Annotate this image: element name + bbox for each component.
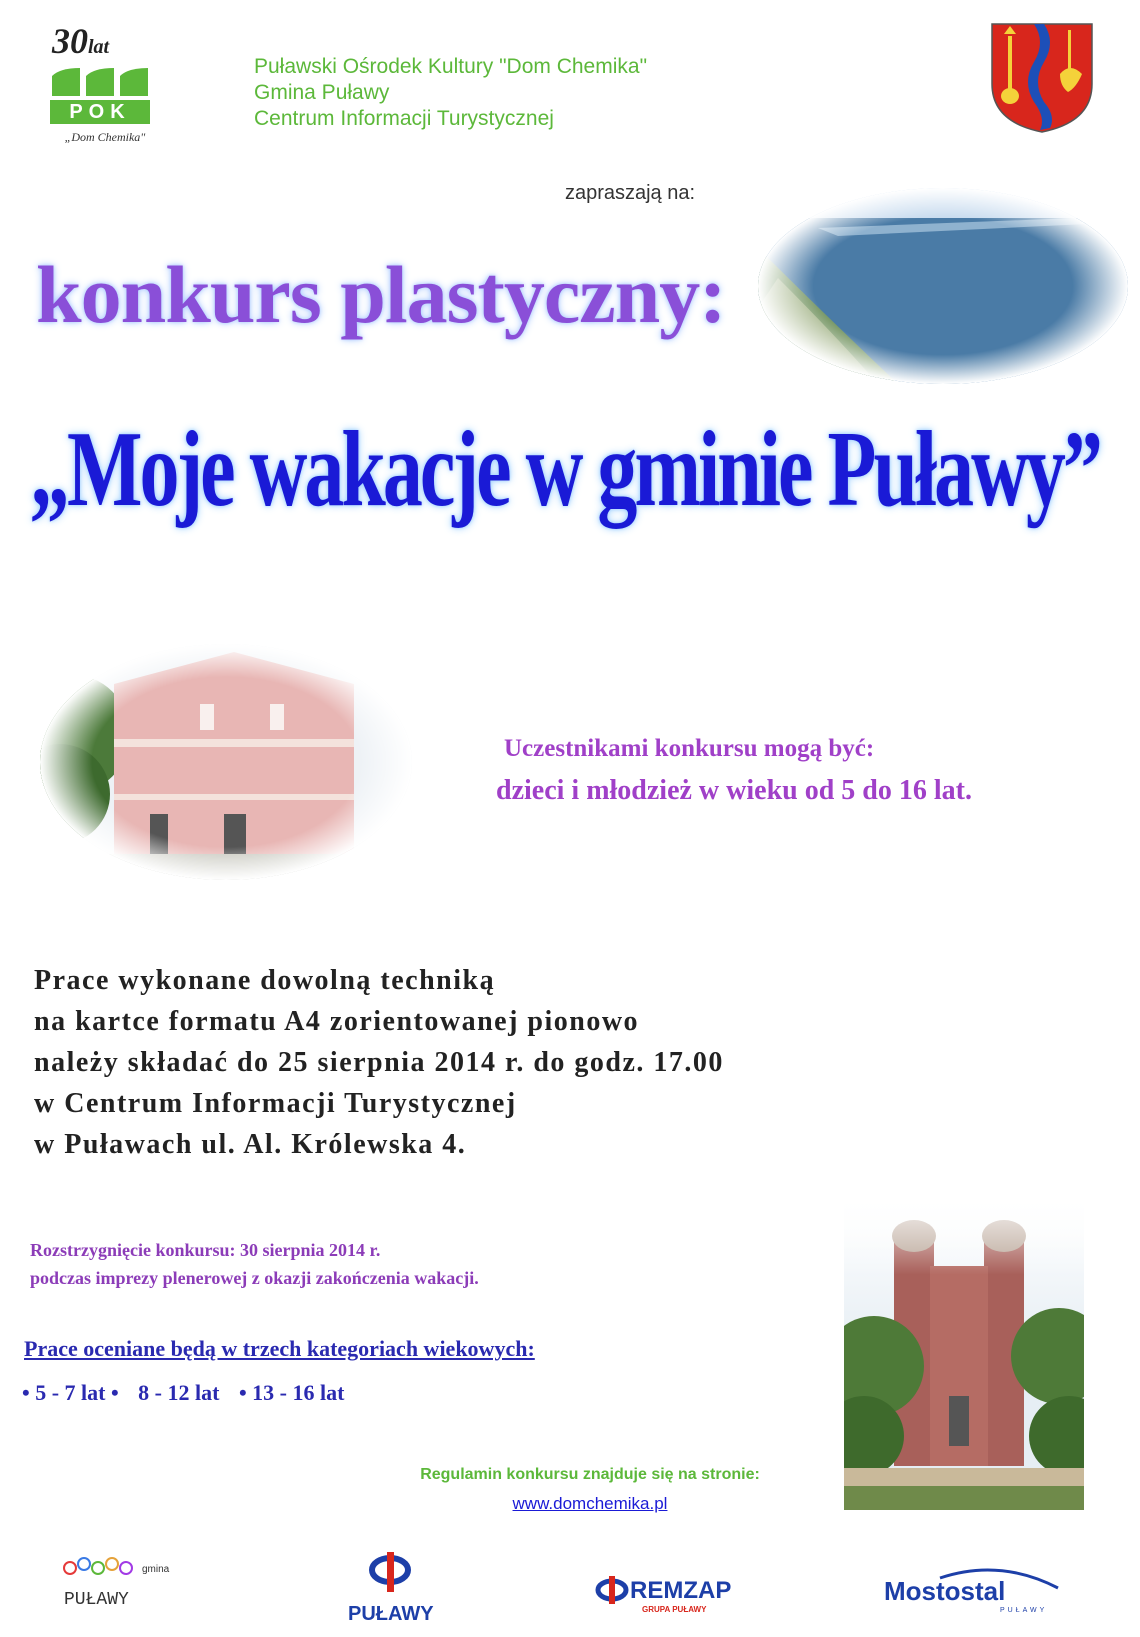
pok-logo bbox=[40, 20, 160, 150]
regulamin-text: Regulamin konkursu znajduje się na stronie: bbox=[420, 1466, 760, 1483]
participants-line1: Uczestnikami konkursu mogą być: bbox=[504, 735, 875, 762]
participants bbox=[496, 728, 972, 812]
gmina-label: PUŁAWY bbox=[64, 1590, 129, 1610]
participants-line2: dzieci i młodzież w wieku od 5 do 16 lat. bbox=[496, 775, 972, 806]
result-line1: Rozstrzygnięcie konkursu: 30 sierpnia 2014 r. bbox=[30, 1240, 381, 1260]
rules-line3: należy składać do 25 sierpnia 2014 r. do godz. 17.00 bbox=[34, 1047, 724, 1078]
mostostal-label: Mostostal bbox=[884, 1576, 1006, 1606]
organizer-1: Puławski Ośrodek Kultury "Dom Chemika" bbox=[254, 55, 648, 78]
rules-line5: w Puławach ul. Al. Królewska 4. bbox=[34, 1129, 467, 1160]
category-1: • 5 - 7 lat • bbox=[22, 1380, 119, 1405]
rules-line2: na kartce formatu A4 zorientowanej pionowo bbox=[34, 1006, 640, 1037]
rules-line1: Prace wykonane dowolną techniką bbox=[34, 965, 496, 996]
organizer-3: Centrum Informacji Turystycznej bbox=[254, 107, 554, 130]
sponsor-remzap bbox=[590, 1548, 740, 1628]
invite-text: zapraszają na: bbox=[564, 182, 696, 204]
mostostal-logo-icon bbox=[880, 1548, 1070, 1628]
sponsor-pulawy bbox=[338, 1548, 448, 1628]
contest-title: „Moje wakacje w gminie Puławy” bbox=[30, 410, 1100, 529]
coat-of-arms-icon bbox=[990, 22, 1094, 134]
cathedral-photo bbox=[844, 1196, 1084, 1510]
remzap-logo-icon bbox=[590, 1548, 740, 1628]
organizers bbox=[254, 54, 647, 132]
sponsor-mostostal bbox=[880, 1548, 1070, 1628]
pulawy-label: PUŁAWY bbox=[348, 1603, 434, 1625]
remzap-label: REMZAP bbox=[630, 1577, 732, 1604]
church-photo bbox=[40, 644, 412, 880]
mostostal-sub-label: PUŁAWY bbox=[1000, 1607, 1048, 1614]
gmina-pulawy-logo-icon bbox=[56, 1548, 176, 1628]
rules-line4: w Centrum Informacji Turystycznej bbox=[34, 1088, 517, 1119]
categories-list bbox=[22, 1380, 358, 1406]
lake-photo bbox=[758, 188, 1128, 384]
remzap-sub-label: GRUPA PUŁAWY bbox=[642, 1605, 707, 1614]
result-info bbox=[30, 1236, 479, 1292]
organizer-2: Gmina Puławy bbox=[254, 81, 390, 104]
gmina-small-label: gmina bbox=[142, 1564, 170, 1575]
anniversary-number: 30 bbox=[52, 21, 88, 61]
website-link[interactable]: www.domchemika.pl bbox=[512, 1494, 668, 1513]
contest-type: konkurs plastyczny: bbox=[36, 249, 726, 340]
pok-acronym: POK bbox=[50, 100, 150, 124]
pulawy-logo-icon bbox=[338, 1548, 448, 1628]
pok-caption: „Dom Chemika" bbox=[64, 130, 146, 144]
categories-title: Prace oceniane będą w trzech kategoriach wiekowych: bbox=[24, 1336, 535, 1361]
sponsor-gmina-pulawy bbox=[56, 1548, 176, 1628]
result-line2: podczas imprezy plenerowej z okazji zakończenia wakacji. bbox=[30, 1268, 479, 1288]
category-2: 8 - 12 lat bbox=[138, 1380, 220, 1405]
pok-leaf-icon bbox=[50, 66, 150, 96]
category-3: • 13 - 16 lat bbox=[238, 1380, 345, 1405]
anniversary-unit: lat bbox=[88, 36, 110, 58]
rules bbox=[34, 960, 724, 1165]
